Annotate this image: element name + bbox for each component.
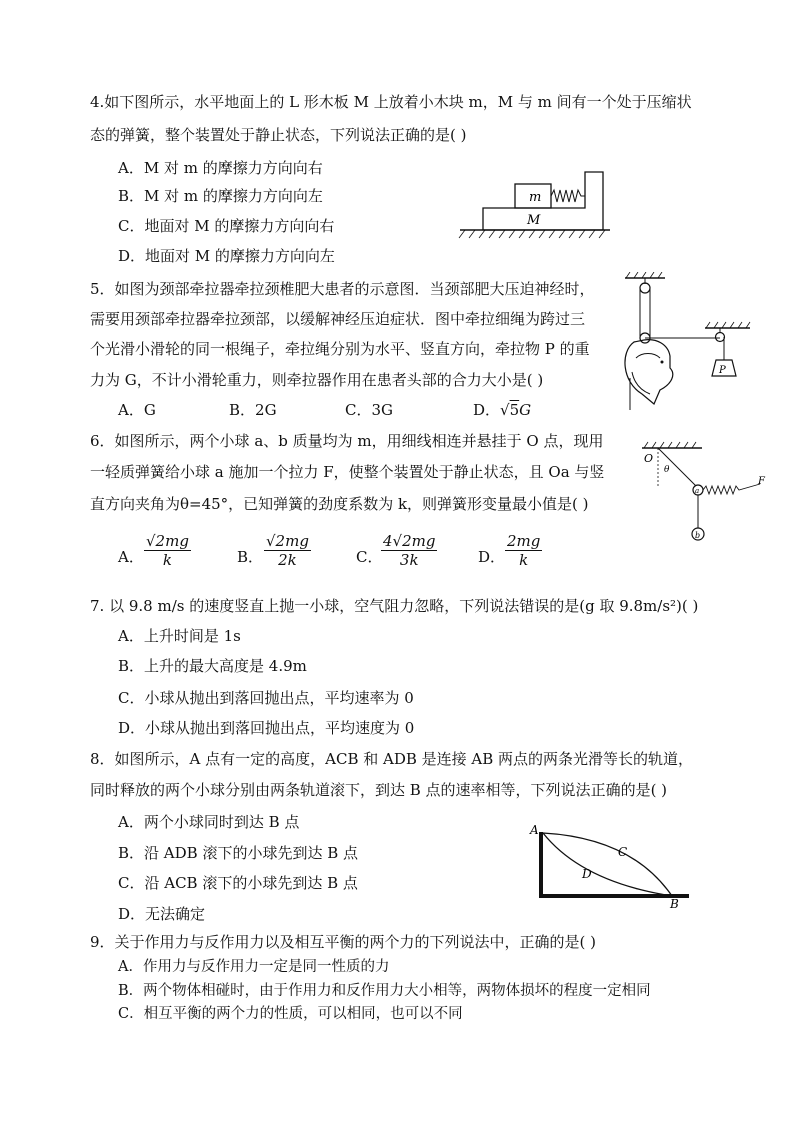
- q4-figure: [455, 168, 615, 242]
- q5-option-d-root: 5: [509, 401, 520, 419]
- q7-option-a: A．上升时间是 1s: [118, 627, 241, 645]
- q7-option-c: C．小球从抛出到落回抛出点，平均速率为 0: [118, 689, 414, 707]
- q8-option-d: D．无法确定: [118, 905, 206, 923]
- q8-option-a: A．两个小球同时到达 B 点: [118, 813, 300, 831]
- q6-option-d-denominator: k: [519, 551, 529, 569]
- q5-stem-line3: 个光滑小滑轮的同一根绳子，牵拉绳分别为水平、竖直方向，牵拉物 P 的重: [90, 340, 590, 358]
- q6-fig-label-O: O: [644, 452, 654, 465]
- q5-figure: [620, 272, 760, 412]
- q6-stem-line2: 一轻质弹簧给小球 a 施加一个拉力 F，使整个装置处于静止状态，且 Oa 与竖: [90, 463, 605, 481]
- q5-option-d-sqrt: √5: [500, 401, 520, 419]
- q8-fig-label-A: A: [530, 823, 539, 837]
- q8-fig-label-C: C: [618, 845, 628, 859]
- q6-option-a-fraction: [144, 532, 191, 569]
- q6-option-c-numerator: 4√2mg: [383, 532, 436, 550]
- q6-stem-line3: 直方向夹角为θ=45°，已知弹簧的劲度系数为 k，则弹簧形变量最小值是( ): [90, 495, 589, 513]
- q8-fig-label-D: D: [582, 867, 592, 881]
- q8-option-b: B．沿 ADB 滚下的小球先到达 B 点: [118, 844, 359, 862]
- q4-option-b: B．M 对 m 的摩擦力方向向左: [118, 187, 323, 205]
- q9-option-a: A．作用力与反作用力一定是同一性质的力: [118, 959, 390, 975]
- q7-option-d: D．小球从抛出到落回抛出点，平均速度为 0: [118, 719, 415, 737]
- q8-figure: [522, 822, 694, 910]
- q9-stem: 9．关于作用力与反作用力以及相互平衡的两个力的下列说法中，正确的是( ): [90, 933, 597, 951]
- q4-option-c: C．地面对 M 的摩擦力方向向右: [118, 217, 335, 235]
- q6-stem-line1: 6．如图所示，两个小球 a、b 质量均为 m，用细线相连并悬挂于 O 点，现用: [90, 432, 604, 450]
- q6-fig-label-b: b: [695, 531, 701, 540]
- q6-option-d-numerator: 2mg: [507, 532, 541, 550]
- q4-fig-label-m: m: [529, 190, 542, 205]
- q7-stem: 7. 以 9.8 m/s 的速度竖直上抛一小球，空气阻力忽略，下列说法错误的是(g 取 9.8m/s²)( ): [90, 597, 699, 615]
- q6-option-d-fraction: [505, 532, 542, 569]
- q4-fig-label-M: M: [527, 213, 541, 228]
- q7-option-b: B．上升的最大高度是 4.9m: [118, 657, 307, 675]
- q8-fig-label-B: B: [670, 897, 679, 910]
- q9-option-c: C．相互平衡的两个力的性质，可以相同，也可以不同: [118, 1006, 463, 1022]
- q5-option-d-suffix: G: [519, 401, 532, 419]
- q5-stem-line1: 5．如图为颈部牵拉器牵拉颈椎肥大患者的示意图．当颈部肥大压迫神经时，: [90, 280, 595, 298]
- q6-option-a-label: A．: [118, 548, 144, 566]
- q4-option-a: A．M 对 m 的摩擦力方向向右: [118, 159, 323, 177]
- q6-fig-label-F: F: [758, 476, 765, 487]
- q9-option-b: B．两个物体相碰时，由于作用力和反作用力大小相等，两物体损坏的程度一定相同: [118, 983, 651, 999]
- q8-option-c: C．沿 ACB 滚下的小球先到达 B 点: [118, 874, 358, 892]
- q5-option-c: C．3G: [345, 401, 394, 419]
- q6-option-b-fraction: [264, 532, 311, 569]
- q5-option-b: B．2G: [229, 401, 277, 419]
- q5-stem-line4: 力为 G，不计小滑轮重力，则牵拉器作用在患者头部的合力大小是( ): [90, 371, 544, 389]
- q6-option-a-numerator: √2mg: [146, 532, 189, 550]
- q4-stem-line2: 态的弹簧，整个装置处于静止状态，下列说法正确的是( ): [90, 126, 467, 144]
- q5-option-d-label: D．: [473, 401, 501, 419]
- q6-option-c-fraction: [381, 532, 437, 569]
- q6-option-b-numerator: √2mg: [266, 532, 309, 550]
- q6-figure: [640, 438, 770, 546]
- q6-option-d-label: D．: [478, 548, 506, 566]
- q6-fig-label-a: a: [695, 487, 700, 495]
- q8-stem-line2: 同时释放的两个小球分别由两条轨道滚下，到达 B 点的速率相等，下列说法正确的是( ): [90, 781, 668, 799]
- q5-stem-line2: 需要用颈部牵拉器牵拉颈部，以缓解神经压迫症状．图中牵拉细绳为跨过三: [90, 310, 586, 328]
- q6-option-c-denominator: 3k: [399, 551, 419, 569]
- q6-option-c-label: C．: [356, 548, 383, 566]
- q6-fig-label-theta: θ: [664, 465, 670, 475]
- q8-stem-line1: 8．如图所示，A 点有一定的高度，ACB 和 ADB 是连接 AB 两点的两条光滑等长的轨道，: [90, 750, 694, 768]
- q4-stem-line1: 4.如下图所示，水平地面上的 L 形木板 M 上放着小木块 m，M 与 m 间有一个处于压缩状: [90, 93, 692, 111]
- q5-option-d: [473, 400, 531, 420]
- q6-option-a-denominator: k: [162, 551, 173, 569]
- q5-fig-label-P: P: [719, 365, 726, 376]
- q6-option-b-denominator: 2k: [278, 551, 297, 569]
- q5-option-a: A．G: [118, 401, 156, 419]
- q6-option-b-label: B．: [237, 548, 264, 566]
- q4-option-d: D．地面对 M 的摩擦力方向向左: [118, 247, 335, 265]
